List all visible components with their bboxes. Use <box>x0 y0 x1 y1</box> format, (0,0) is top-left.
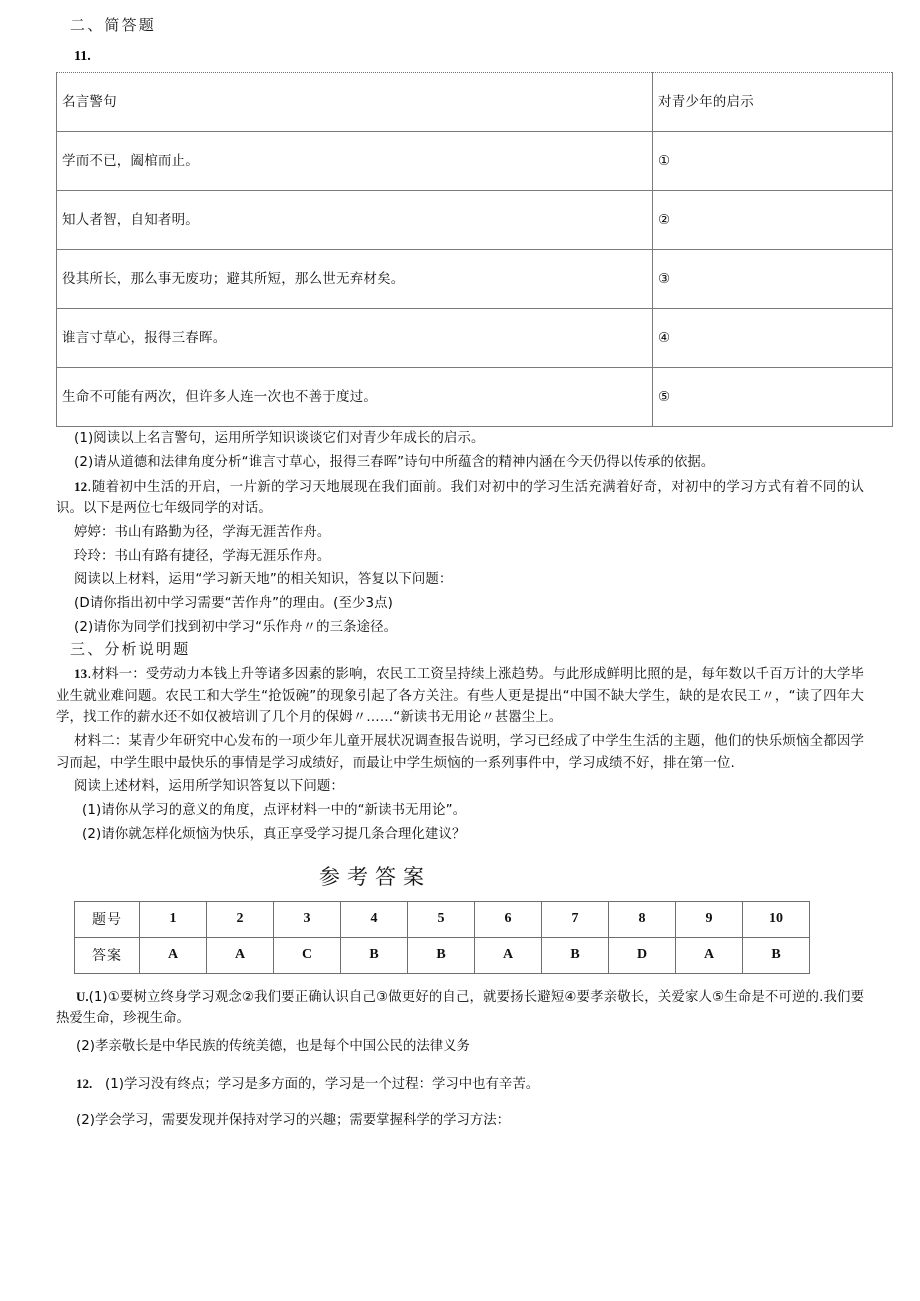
question-number-cell: 3 <box>274 901 341 937</box>
question-12-instruction: 阅读以上材料，运用“学习新天地”的相关知识，答复以下问题： <box>74 572 453 588</box>
question-11-part-1: (1)阅读以上名言警句，运用所学知识谈谈它们对青少年成长的启示。 <box>74 431 485 447</box>
quote-insight-table <box>56 72 893 427</box>
question-13-number: 13 <box>74 665 88 681</box>
answer-explanation-number: U. <box>76 988 89 1004</box>
quote-cell: 知人者智，自知者明。 <box>57 191 653 250</box>
insight-cell: ① <box>653 132 893 191</box>
answers-spacer <box>0 974 920 983</box>
answer-value-cell: B <box>341 937 408 973</box>
header-cell-insight: 对青少年的启示 <box>653 73 893 132</box>
top-spacer <box>0 0 920 15</box>
answer-value-cell: B <box>542 937 609 973</box>
quote-cell: 学而不已，阖棺而止。 <box>57 132 653 191</box>
question-number-cell: 8 <box>609 901 676 937</box>
table-row <box>57 132 893 191</box>
quote-table-body <box>57 73 893 427</box>
question-12-number: 12 <box>74 478 88 494</box>
question-13-part-2: (2)请你就怎样化烦恼为快乐，真正享受学习提几条合理化建议？ <box>82 826 466 842</box>
answer-table-answer-row <box>75 937 810 973</box>
answer-value-cell: A <box>207 937 274 973</box>
header-cell-quote: 名言警句 <box>57 73 653 132</box>
table-row <box>57 309 893 368</box>
answer-block-spacer <box>0 1061 920 1070</box>
question-12-part-2: (2)请你为同学们找到初中学习“乐作舟〃的三条途径。 <box>74 619 398 635</box>
question-12-stem <box>0 475 920 521</box>
answer-value-cell: C <box>274 937 341 973</box>
answer-explanation-12-part2: (2)学会学习，需要发现并保持对学习的兴趣；需要掌握科学的学习方法： <box>76 1113 511 1129</box>
answer-explanation-text: (1)①要树立终身学习观念②我们要正确认识自己③做更好的自己，就要扬长避短④要孝亲敬长，关爱家人⑤生命是不可逆的.我们要热爱生命，珍视生命。 <box>56 989 864 1027</box>
answer-table-question-row <box>75 901 810 937</box>
quote-cell: 役其所长，那么事无废功；避其所短，那么世无弃材矣。 <box>57 250 653 309</box>
table-header-row <box>57 73 893 132</box>
answer-key-table <box>74 901 810 974</box>
question-13-part-1: (1)请你从学习的意义的角度，点评材料一中的“新读书无用论”。 <box>82 803 467 819</box>
section-heading-two: 二、简答题 <box>70 18 157 34</box>
answer-explanation-11-part2: (2)孝亲敬长是中华民族的传统美德，也是每个中国公民的法律义务 <box>76 1038 470 1054</box>
question-number-cell: 2 <box>207 901 274 937</box>
question-11-part-2: (2)请从道德和法律角度分析“谁言寸草心，报得三春晖”诗句中所蕴含的精神内涵在今天仍得以传承的依据。 <box>74 454 715 470</box>
material-one-text: .材料一：受劳动力本钱上升等诸多因素的影响，农民工工资呈持续上涨趋势。与此形成鲜明比照的是，每年数以千百万计的大学毕业生就业难问题。农民工和大学生“抢饭碗”的现象引起了各方关注。有些人更是提出“中国不缺大学生，缺的是农民工〃，“读了四年大学，找工作的薪水还不如仅被培训了几个月的保姆〃……“新读书无用论〃甚嚣尘上。 <box>56 666 864 726</box>
row-label-answer: 答案 <box>75 937 140 973</box>
answer-explanation-number: 12. <box>76 1075 93 1091</box>
answer-value-cell: A <box>475 937 542 973</box>
question-13-instruction: 阅读上述材料，运用所学知识答复以下问题： <box>74 779 344 795</box>
section-heading-three: 三、分析说明题 <box>70 642 191 659</box>
question-12-part-1: (D请你指出初中学习需要“苦作舟”的理由。(至少3点) <box>74 596 393 612</box>
question-number-cell: 6 <box>475 901 542 937</box>
question-number-cell: 4 <box>341 901 408 937</box>
question-11-label: 11. <box>74 48 91 64</box>
dialogue-line-tingting: 婷婷：书山有路勤为径，学海无涯苦作舟。 <box>74 524 331 540</box>
answer-explanation-12 <box>0 1070 920 1099</box>
question-number-cell: 5 <box>408 901 475 937</box>
dialogue-line-lingling: 玲玲：书山有路有捷径，学海无涯乐作舟。 <box>74 548 331 564</box>
answer-explanation-11 <box>0 983 920 1033</box>
answer-table-body <box>75 901 810 973</box>
insight-cell: ⑤ <box>653 368 893 427</box>
question-12-stem-text: .随着初中生活的开启，一片新的学习天地展现在我们面前。我们对初中的学习生活充满着好奇，对初中的学习方式有着不同的认识。以下是两位七年级同学的对话。 <box>56 479 864 517</box>
question-number-cell: 9 <box>676 901 743 937</box>
insight-cell: ③ <box>653 250 893 309</box>
table-row <box>57 250 893 309</box>
answers-title: 参考答案 <box>319 864 431 889</box>
question-13-material-two: 材料二：某青少年研究中心发布的一项少年儿童开展状况调查报告说明，学习已经成了中学生生活的主题，他们的快乐烦恼全都因学习而起，中学生眼中最快乐的事情是学习成绩好，而最让中学生烦恼的一系列事件中，学习成绩不好，排在第一位. <box>56 734 864 771</box>
insight-cell: ④ <box>653 309 893 368</box>
table-row <box>57 368 893 427</box>
quote-cell: 生命不可能有两次，但许多人连一次也不善于度过。 <box>57 368 653 427</box>
insight-cell: ② <box>653 191 893 250</box>
quote-cell: 谁言寸草心，报得三春晖。 <box>57 309 653 368</box>
answer-value-cell: D <box>609 937 676 973</box>
question-number-cell: 1 <box>140 901 207 937</box>
answer-value-cell: A <box>140 937 207 973</box>
question-number-cell: 7 <box>542 901 609 937</box>
question-13-material-one <box>0 662 920 730</box>
answer-value-cell: A <box>676 937 743 973</box>
question-number-cell: 10 <box>743 901 810 937</box>
row-label-question-number: 题号 <box>75 901 140 937</box>
answer-value-cell: B <box>408 937 475 973</box>
answer-value-cell: B <box>743 937 810 973</box>
answer-explanation-text: (1)学习没有终点；学习是多方面的，学习是一个过程：学习中也有辛苦。 <box>105 1076 540 1092</box>
table-row <box>57 191 893 250</box>
answer-block-spacer-2 <box>0 1098 920 1107</box>
